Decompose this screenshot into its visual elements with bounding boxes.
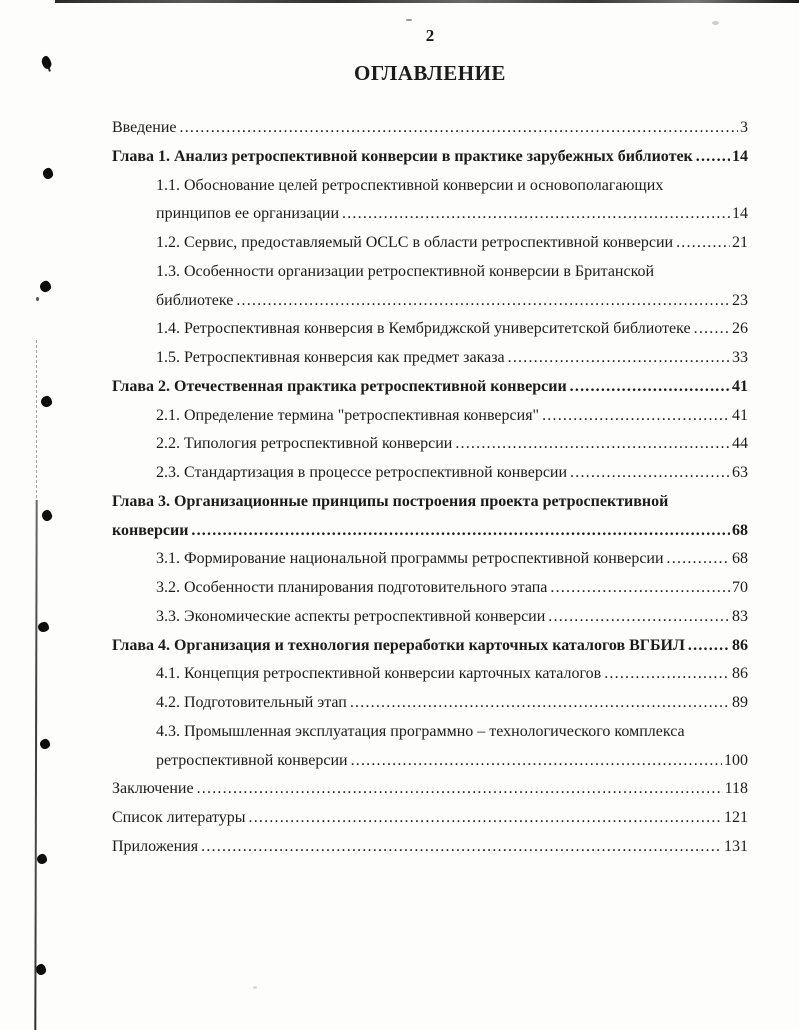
page-fold-line bbox=[34, 500, 37, 1030]
toc-item-text: Список литературы bbox=[112, 809, 246, 826]
toc-item bbox=[112, 574, 748, 603]
toc-item bbox=[112, 833, 748, 862]
page-content bbox=[112, 0, 748, 1030]
ink-blot bbox=[42, 167, 53, 179]
toc-page-number: 86 bbox=[732, 665, 748, 683]
toc-item bbox=[112, 172, 748, 201]
toc-item bbox=[112, 114, 748, 143]
toc-item bbox=[112, 315, 748, 344]
toc-item bbox=[112, 373, 748, 402]
toc-item-text: 3.2. Особенности планирования подготовительного этапа bbox=[156, 579, 548, 596]
toc-item bbox=[112, 775, 748, 804]
toc-page-number: 100 bbox=[724, 751, 748, 769]
toc-item bbox=[112, 517, 748, 546]
dot-leader bbox=[694, 315, 730, 344]
toc-item-text: 4.1. Концепция ретроспективной конверсии карточных каталогов bbox=[156, 665, 602, 683]
toc-item-text: 2.1. Определение термина "ретроспективная конверсия" bbox=[156, 406, 540, 424]
toc-item-text: Глава 4. Организация и технология переработки карточных каталогов ВГБИЛ bbox=[112, 636, 685, 654]
toc-item bbox=[112, 689, 748, 718]
toc-item-text: библиотеке bbox=[156, 291, 234, 309]
toc-list bbox=[112, 114, 748, 862]
toc-item-text: 1.2. Сервис, предоставляемый OCLC в области ретроспективной конверсии bbox=[156, 234, 674, 251]
toc-page-number: 118 bbox=[724, 780, 748, 798]
toc-item bbox=[112, 488, 748, 517]
toc-item bbox=[112, 459, 748, 488]
ink-blot bbox=[35, 963, 47, 976]
dot-leader bbox=[201, 833, 722, 862]
toc-item-text: 4.3. Промышленная эксплуатация программно – технологического комплекса bbox=[156, 722, 685, 740]
toc-page-number: 21 bbox=[732, 234, 748, 251]
toc-page-number: 41 bbox=[732, 406, 748, 424]
toc-item-text: Глава 2. Отечественная практика ретроспективной конверсии bbox=[112, 377, 567, 395]
dot-leader bbox=[542, 402, 730, 431]
toc-item-text: 1.1. Обоснование целей ретроспективной конверсии и основополагающих bbox=[156, 176, 664, 194]
dot-leader bbox=[696, 143, 730, 172]
dot-leader bbox=[351, 747, 722, 776]
toc-page-number: 131 bbox=[724, 837, 748, 855]
toc-item bbox=[112, 747, 748, 776]
toc-item-text: принципов ее организации bbox=[156, 205, 340, 223]
toc-item bbox=[112, 660, 748, 689]
toc-item-text: Заключение bbox=[112, 780, 194, 798]
toc-page-number: 70 bbox=[732, 579, 748, 596]
toc-page-number: 3 bbox=[740, 119, 748, 136]
toc-item-text: 1.3. Особенности организации ретроспективной конверсии в Британской bbox=[156, 262, 655, 280]
toc-item bbox=[112, 200, 748, 229]
dot-leader bbox=[548, 603, 730, 632]
toc-item-text: 2.2. Типология ретроспективной конверсии bbox=[156, 435, 453, 453]
toc-page-number: 121 bbox=[724, 809, 748, 826]
toc-page-number: 86 bbox=[732, 636, 748, 654]
toc-item-text: 1.4. Ретроспективная конверсия в Кембриджской университетской библиотеке bbox=[156, 320, 691, 338]
toc-item bbox=[112, 545, 748, 574]
toc-item bbox=[112, 804, 748, 833]
ink-blot bbox=[41, 509, 53, 522]
toc-page-number: 14 bbox=[732, 205, 748, 223]
ink-blot bbox=[39, 738, 51, 750]
toc-page-number: 23 bbox=[732, 291, 748, 309]
ink-speck bbox=[36, 297, 39, 301]
toc-item-text: 1.5. Ретроспективная конверсия как предмет заказа bbox=[156, 349, 505, 366]
toc-item-text: Введение bbox=[112, 119, 177, 136]
toc-item-text: 3.1. Формирование национальной программы ретроспективной конверсии bbox=[156, 550, 664, 568]
dot-leader bbox=[180, 114, 739, 143]
toc-item-text: ретроспективной конверсии bbox=[156, 751, 348, 769]
toc-page-number: 26 bbox=[732, 320, 748, 338]
dot-leader bbox=[604, 660, 730, 689]
dot-leader bbox=[350, 689, 730, 718]
toc-item bbox=[112, 258, 748, 287]
dot-leader bbox=[191, 517, 730, 546]
dot-leader bbox=[197, 775, 723, 804]
toc-item-text: Глава 1. Анализ ретроспективной конверсии в практике зарубежных библиотек bbox=[112, 147, 693, 165]
toc-item bbox=[112, 402, 748, 431]
toc-item-text: Глава 3. Организационные принципы построения проекта ретроспективной bbox=[112, 492, 669, 510]
toc-item bbox=[112, 287, 748, 316]
toc-item bbox=[112, 430, 748, 459]
toc-page-number: 14 bbox=[732, 147, 748, 165]
dot-leader bbox=[508, 344, 730, 373]
toc-item-text: 3.3. Экономические аспекты ретроспективной конверсии bbox=[156, 607, 546, 625]
dot-leader bbox=[667, 545, 730, 574]
toc-page-number: 44 bbox=[732, 435, 748, 453]
toc-page-number: 63 bbox=[732, 464, 748, 481]
toc-item bbox=[112, 603, 748, 632]
toc-page-number: 41 bbox=[732, 377, 748, 395]
toc-page-number: 83 bbox=[732, 607, 748, 625]
toc-item-text: 2.3. Стандартизация в процессе ретроспективной конверсии bbox=[156, 464, 568, 481]
page-number: 2 bbox=[425, 26, 435, 45]
ink-blot bbox=[38, 621, 50, 632]
toc-item bbox=[112, 718, 748, 747]
toc-item-text: 4.2. Подготовительный этап bbox=[156, 694, 347, 711]
toc-item bbox=[112, 229, 748, 258]
ink-blot bbox=[40, 395, 53, 408]
dot-leader bbox=[688, 632, 730, 661]
ink-blot bbox=[40, 55, 53, 70]
toc-page-number: 33 bbox=[732, 349, 748, 366]
ink-blot bbox=[39, 280, 52, 293]
toc-item bbox=[112, 344, 748, 373]
toc-item-text: Приложения bbox=[112, 837, 199, 855]
dot-leader bbox=[676, 229, 730, 258]
page-fold-line-dashed bbox=[36, 340, 37, 508]
toc-item bbox=[112, 632, 748, 661]
dot-leader bbox=[550, 574, 730, 603]
dot-leader bbox=[236, 287, 730, 316]
dot-leader bbox=[342, 200, 730, 229]
toc-page-number: 68 bbox=[732, 521, 748, 539]
toc-page-number: 89 bbox=[732, 694, 748, 711]
toc-item bbox=[112, 143, 748, 172]
toc-item-text: конверсии bbox=[112, 521, 189, 539]
page-title: ОГЛАВЛЕНИЕ bbox=[354, 61, 506, 85]
ink-blot bbox=[36, 853, 47, 864]
dot-leader bbox=[570, 373, 730, 402]
dot-leader bbox=[570, 459, 730, 488]
toc-page-number: 68 bbox=[732, 550, 748, 568]
dot-leader bbox=[249, 804, 722, 833]
dot-leader bbox=[455, 430, 730, 459]
